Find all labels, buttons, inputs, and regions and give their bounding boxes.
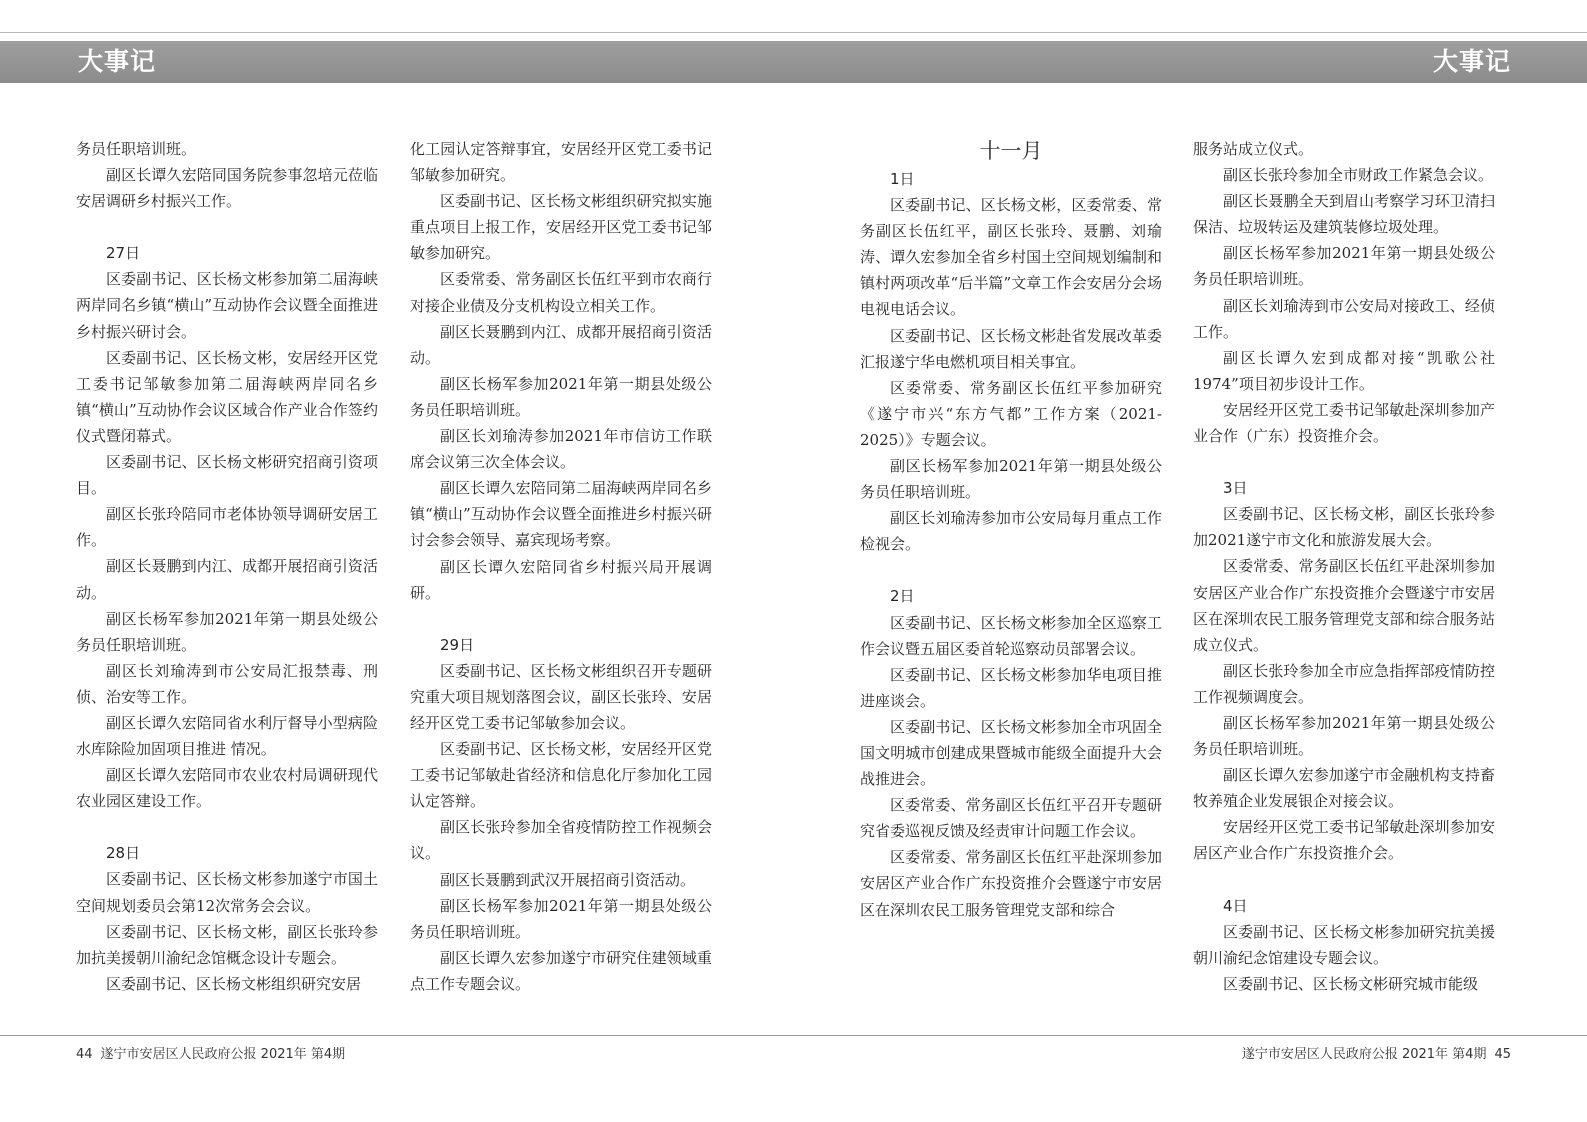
event-paragraph: 区委副书记、区长杨文彬，区委常委、常务副区长伍红平，副区长张玲、聂鹏、刘瑜涛、谭久宏参加全省乡村国土空间规划编制和镇村两项改革“后半篇”文章工作会安居分会场电视电话会议。 xyxy=(860,196,1162,319)
event-paragraph: 副区长刘瑜涛到市公安局对接政工、经侦工作。 xyxy=(1193,296,1495,341)
section-header-bar xyxy=(0,41,1587,83)
event-paragraph: 区委副书记、区长杨文彬研究招商引资项目。 xyxy=(76,453,378,498)
text-column-4 xyxy=(1193,136,1495,997)
bottom-rule xyxy=(0,1035,1587,1036)
event-paragraph: 区委常委、常务副区长伍红平到市农商行对接企业债及分支机构设立相关工作。 xyxy=(410,270,712,315)
event-paragraph: 区委副书记、区长杨文彬组织召开专题研究重大项目规划落图会议，副区长张玲、安居经开区党工委书记邹敏参加会议。 xyxy=(410,661,712,732)
date-heading: 27日 xyxy=(106,244,141,263)
event-paragraph: 副区长杨军参加2021年第一期县处级公务员任职培训班。 xyxy=(410,374,712,419)
event-paragraph: 区委副书记、区长杨文彬，副区长张玲参加2021遂宁市文化和旅游发展大会。 xyxy=(1193,505,1495,550)
event-paragraph: 区委副书记、区长杨文彬参加全区巡察工作会议暨五届区委首轮巡察动员部署会议。 xyxy=(860,613,1162,658)
event-paragraph: 副区长刘瑜涛参加2021年市信访工作联席会议第三次全体会议。 xyxy=(410,427,712,472)
date-heading: 3日 xyxy=(1223,479,1248,498)
paragraph-gap xyxy=(1193,449,1495,475)
event-paragraph: 区委副书记、区长杨文彬参加华电项目推进座谈会。 xyxy=(860,665,1162,710)
event-paragraph: 副区长张玲参加全省疫情防控工作视频会议。 xyxy=(410,818,712,863)
event-paragraph: 区委副书记、区长杨文彬组织研究安居 xyxy=(106,974,362,993)
event-paragraph: 副区长杨军参加2021年第一期县处级公务员任职培训班。 xyxy=(1193,713,1495,759)
event-paragraph: 副区长谭久宏参加遂宁市金融机构支持畜牧养殖企业发展银企对接会议。 xyxy=(1193,766,1495,811)
event-paragraph: 安居经开区党工委书记邹敏赴深圳参加产业合作（广东）投资推介会。 xyxy=(1193,400,1495,446)
text-column-3 xyxy=(860,136,1162,923)
section-title-right: 大事记 xyxy=(1432,47,1511,76)
footer-publication-right: 遂宁市安居区人民政府公报 2021年 第4期 xyxy=(1241,1047,1487,1062)
event-paragraph: 副区长杨军参加2021年第一期县处级公务员任职培训班。 xyxy=(410,896,712,941)
date-heading: 29日 xyxy=(440,635,475,654)
section-title-left: 大事记 xyxy=(78,47,157,76)
page-number-right: 45 xyxy=(1494,1047,1511,1062)
page-number-left: 44 xyxy=(76,1047,93,1062)
event-paragraph: 副区长谭久宏陪同第二届海峡两岸同名乡镇“横山”互动协作会议暨全面推进乡村振兴研讨会参会领导、嘉宾现场考察。 xyxy=(410,479,712,550)
event-paragraph: 副区长谭久宏陪同省水利厅督导小型病险水库除险加固项目推进 情况。 xyxy=(76,713,378,759)
event-paragraph: 区委常委、常务副区长伍红平召开专题研究省委巡视反馈及经责审计问题工作会议。 xyxy=(860,796,1162,841)
event-paragraph: 区委副书记、区长杨文彬，安居经开区党工委书记邹敏参加第二届海峡两岸同名乡镇“横山”互动协作会议区域合作产业合作签约仪式暨闭幕式。 xyxy=(76,348,378,445)
event-paragraph: 区委副书记、区长杨文彬参加研究抗美援朝川渝纪念馆建设专题会议。 xyxy=(1193,922,1495,967)
event-paragraph: 副区长张玲参加全市财政工作紧急会议。 xyxy=(1223,166,1494,185)
event-paragraph: 区委副书记、区长杨文彬赴省发展改革委汇报遂宁华电燃机项目相关事宜。 xyxy=(860,326,1162,371)
event-paragraph: 副区长聂鹏到武汉开展招商引资活动。 xyxy=(440,870,696,889)
date-heading: 28日 xyxy=(106,844,141,863)
event-paragraph: 副区长谭久宏陪同国务院参事忽培元莅临安居调研乡村振兴工作。 xyxy=(76,166,378,211)
event-paragraph: 区委副书记、区长杨文彬组织研究拟实施重点项目上报工作，安居经开区党工委书记邹敏参加研究。 xyxy=(410,192,712,263)
event-paragraph: 区委副书记、区长杨文彬参加全市巩固全国文明城市创建成果暨城市能级全面提升大会战推进会。 xyxy=(860,717,1162,789)
paragraph-gap xyxy=(860,557,1162,583)
event-paragraph: 区委副书记、区长杨文彬，安居经开区党工委书记邹敏赴省经济和信息化厅参加化工园认定答辩。 xyxy=(410,740,712,811)
paragraph-gap xyxy=(410,606,712,632)
event-paragraph: 副区长张玲陪同市老体协领导调研安居工作。 xyxy=(76,505,378,550)
event-paragraph: 化工园认定答辩事宜，安居经开区党工委书记邹敏参加研究。 xyxy=(410,140,712,185)
footer-publication-left: 遂宁市安居区人民政府公报 2021年 第4期 xyxy=(100,1047,346,1062)
event-paragraph: 副区长谭久宏到成都对接“凯歌公社1974”项目初步设计工作。 xyxy=(1193,348,1495,393)
event-paragraph: 区委常委、常务副区长伍红平赴深圳参加安居区产业合作广东投资推介会暨遂宁市安居区在深圳农民工服务管理党支部和综合 xyxy=(860,848,1162,919)
event-paragraph: 副区长聂鹏全天到眉山考察学习环卫清扫保洁、垃圾转运及建筑装修垃圾处理。 xyxy=(1193,192,1495,237)
month-heading: 十一月 xyxy=(979,139,1043,163)
footer-right xyxy=(1234,1043,1511,1062)
event-paragraph: 服务站成立仪式。 xyxy=(1193,140,1314,158)
event-paragraph: 副区长刘瑜涛到市公安局汇报禁毒、刑侦、治安等工作。 xyxy=(76,661,378,706)
event-paragraph: 安居经开区党工委书记邹敏赴深圳参加安居区产业合作广东投资推介会。 xyxy=(1193,818,1495,863)
event-paragraph: 副区长谭久宏陪同省乡村振兴局开展调研。 xyxy=(410,557,712,602)
event-paragraph: 务员任职培训班。 xyxy=(76,140,197,158)
event-paragraph: 副区长聂鹏到内江、成都开展招商引资活动。 xyxy=(410,322,712,367)
date-heading: 4日 xyxy=(1223,896,1248,915)
event-paragraph: 副区长谭久宏参加遂宁市研究住建领域重点工作专题会议。 xyxy=(410,948,712,993)
paragraph-gap xyxy=(76,214,378,240)
event-paragraph: 区委副书记、区长杨文彬参加遂宁市国土空间规划委员会第12次常务会会议。 xyxy=(76,870,378,915)
text-column-2 xyxy=(410,136,712,997)
paragraph-gap xyxy=(1193,867,1495,893)
event-paragraph: 副区长谭久宏陪同市农业农村局调研现代农业园区建设工作。 xyxy=(76,766,378,811)
text-column-1 xyxy=(76,136,378,997)
event-paragraph: 区委副书记、区长杨文彬，副区长张玲参加抗美援朝川渝纪念馆概念设计专题会。 xyxy=(76,922,378,967)
event-paragraph: 区委副书记、区长杨文彬参加第二届海峡两岸同名乡镇“横山”互动协作会议暨全面推进乡村振兴研讨会。 xyxy=(76,270,378,341)
event-paragraph: 副区长杨军参加2021年第一期县处级公务员任职培训班。 xyxy=(76,609,378,654)
date-heading: 2日 xyxy=(890,587,915,606)
event-paragraph: 副区长杨军参加2021年第一期县处级公务员任职培训班。 xyxy=(1193,244,1495,289)
event-paragraph: 区委常委、常务副区长伍红平赴深圳参加安居区产业合作广东投资推介会暨遂宁市安居区在深圳农民工服务管理党支部和综合服务站成立仪式。 xyxy=(1193,557,1495,654)
event-paragraph: 副区长杨军参加2021年第一期县处级公务员任职培训班。 xyxy=(860,457,1162,502)
footer-left xyxy=(76,1043,353,1062)
paragraph-gap xyxy=(76,814,378,840)
event-paragraph: 副区长刘瑜涛参加市公安局每月重点工作检视会。 xyxy=(860,509,1162,554)
event-paragraph: 副区长张玲参加全市应急指挥部疫情防控工作视频调度会。 xyxy=(1193,661,1495,706)
event-paragraph: 区委常委、常务副区长伍红平参加研究《遂宁市兴“东方气都”工作方案（2021-2025）》专题会议。 xyxy=(860,378,1162,449)
date-heading: 1日 xyxy=(890,170,915,188)
top-rule xyxy=(0,32,1587,33)
event-paragraph: 区委副书记、区长杨文彬研究城市能级 xyxy=(1223,974,1479,993)
event-paragraph: 副区长聂鹏到内江、成都开展招商引资活动。 xyxy=(76,557,378,602)
